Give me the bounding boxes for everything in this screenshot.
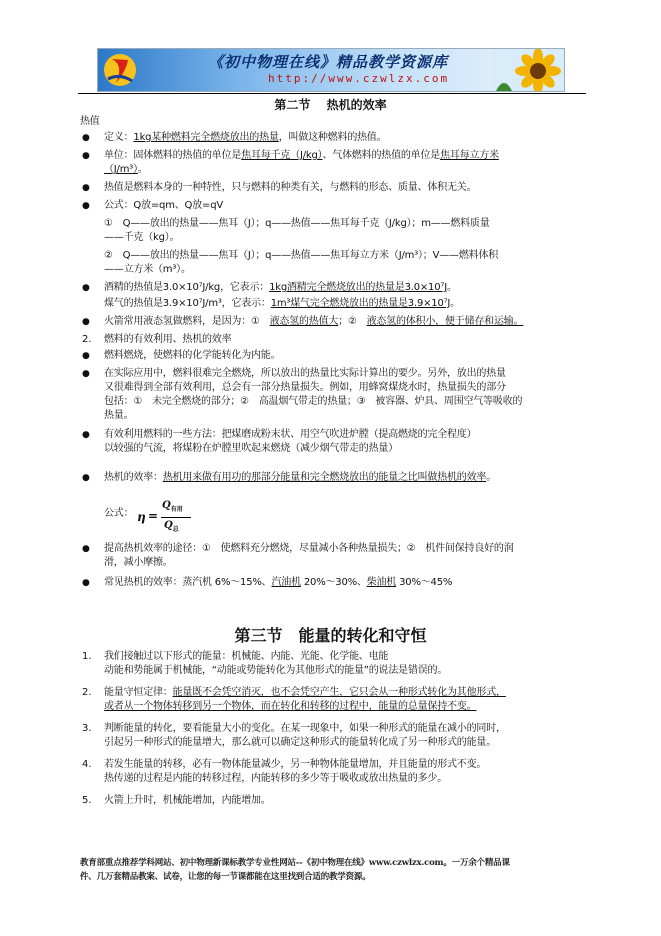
- text-run: 燃料燃烧，使燃料的化学能转化为内能。: [104, 350, 281, 361]
- text-line: [104, 664, 447, 678]
- text-run: 20%～30%、: [300, 577, 367, 588]
- formula-fraction-bar: [161, 517, 191, 518]
- text-run: 公式：: [104, 508, 134, 519]
- text-run: 酒精的热值是3.0×10⁷J/kg，它表示：: [104, 282, 270, 293]
- text-line: [104, 249, 498, 263]
- bullet-icon: ●: [82, 133, 90, 143]
- footer-line-1: 教育部重点推荐学科网站、初中物理新课标教学专业性网站--《初中物理在线》www.czwlzx.com。一万余个精品课: [80, 858, 510, 868]
- bullet-icon: ●: [82, 351, 90, 361]
- text-run: ——立方米（m³）。: [104, 264, 191, 275]
- text-run: 判断能量的转化，要看能量大小的变化。在某一现象中，如果一种形式的能量在减小的同时，: [104, 723, 506, 734]
- text-line: [104, 131, 387, 145]
- underlined-text: 焦耳每千克（J/kg）: [241, 150, 323, 161]
- underlined-text: 热机用来做有用功的那部分能量和完全燃烧放出的能量之比叫做热机的效率: [162, 472, 487, 483]
- text-line: [104, 409, 133, 423]
- text-line: [104, 217, 490, 231]
- section2-title: 第二节 热机的效率: [274, 98, 387, 112]
- text-run: 燃料的有效利用、热机的效率: [104, 334, 232, 345]
- text-run: 。: [137, 164, 148, 175]
- text-run: 能量守恒定律：: [104, 687, 173, 698]
- text-run: 以较强的气流，将煤粉在炉膛里吹起来燃烧（减少烟气带走的热量）: [104, 443, 398, 454]
- bullet-icon: ●: [82, 283, 90, 293]
- list-number: 2.: [82, 334, 92, 345]
- text-line: [104, 686, 506, 700]
- underlined-text: 1kg某种燃料完全燃烧放出的热量: [133, 132, 279, 143]
- underlined-text: 焦耳每立方米: [440, 150, 499, 161]
- section2-subhead: 热值: [80, 116, 100, 127]
- list-number: 4.: [82, 759, 92, 770]
- text-run: 动能和势能属于机械能，“动能或势能转化为其他形式的能量”的说法是错误的。: [104, 665, 448, 676]
- section3-title: 第三节 能量的转化和守恒: [234, 626, 427, 645]
- text-line: [104, 231, 179, 245]
- text-run: 包括：① 未完全燃烧的部分；② 高温烟气带走的热量；③ 被容器、炉具、周围空气等吸收的: [104, 396, 523, 407]
- text-run: 单位：固体燃料的热值的单位是: [104, 150, 242, 161]
- text-line: [104, 772, 447, 786]
- banner-title: 《初中物理在线》精品教学资源库: [208, 53, 449, 71]
- text-run: 热机的效率：: [104, 472, 163, 483]
- list-number: 1.: [82, 651, 92, 662]
- text-run: 公式：Q放=qm、Q放=qV: [104, 200, 223, 211]
- text-line: [104, 794, 271, 808]
- text-run: 滑，减小摩擦。: [104, 557, 173, 568]
- text-run: 热值是燃料本身的一种特性，只与燃料的种类有关，与燃料的形态、质量、体积无关。: [104, 182, 477, 193]
- text-line: [104, 349, 280, 363]
- underlined-text: 液态氢的体积小，便于储存和运输。: [366, 316, 524, 327]
- text-line: [104, 650, 388, 664]
- bullet-icon: ●: [82, 201, 90, 211]
- text-line: [104, 758, 486, 772]
- underlined-text: 汽油机: [271, 577, 301, 588]
- efficiency-formula: [137, 500, 197, 538]
- list-number: 3.: [82, 723, 92, 734]
- text-line: [104, 700, 476, 714]
- text-line: [104, 736, 496, 750]
- bullet-icon: ●: [82, 544, 90, 554]
- text-run: 定义：: [104, 132, 134, 143]
- text-line: [104, 507, 133, 521]
- text-run: 常见热机的效率：蒸汽机 6%～15%、: [104, 577, 272, 588]
- list-number: 5.: [82, 795, 92, 806]
- footer-line-2: 件、几万套精品教案、试卷，让您的每一节课都能在这里找到合适的教学资源。: [80, 872, 371, 882]
- text-run: ② Q——放出的热量——焦耳（J）；q——热值——焦耳每立方米（J/m³）；V——燃料体积: [104, 250, 499, 261]
- bullet-icon: ●: [82, 151, 90, 161]
- text-run: 30%～45%: [396, 577, 453, 588]
- text-run: 、气体燃料的热值的单位是: [322, 150, 441, 161]
- text-run: 热量。: [104, 410, 134, 421]
- sunflower-icon: [492, 49, 564, 91]
- formula-numerator: $Q_{有用}$: [162, 500, 183, 513]
- bullet-icon: ●: [82, 430, 90, 440]
- text-run: 。: [486, 472, 497, 483]
- text-line: [104, 542, 514, 556]
- text-line: [104, 333, 231, 347]
- logo-icon: [102, 51, 138, 89]
- formula-equals: =: [148, 509, 159, 523]
- text-line: [104, 181, 476, 195]
- text-run: 提高热机效率的途径：① 使燃料充分燃烧，尽量减小各种热量损失；② 机件间保持良好的润: [104, 543, 514, 554]
- underlined-text: 柴油机: [366, 577, 397, 588]
- text-run: ① Q——放出的热量——焦耳（J）；q——热值——焦耳每千克（J/kg）；m——燃料质量: [104, 218, 490, 229]
- text-line: [104, 281, 457, 295]
- text-run: 在实际应用中，燃料很难完全燃烧，所以放出的热量比实际计算出的要少。另外，放出的热量: [104, 368, 506, 379]
- text-run: 。: [450, 298, 460, 309]
- bullet-icon: ●: [82, 578, 90, 588]
- text-line: [104, 442, 398, 456]
- text-line: [104, 722, 506, 736]
- underlined-text: 液态氢的热值大: [269, 316, 339, 327]
- formula-eta: η: [137, 510, 146, 524]
- text-line: [104, 199, 223, 213]
- text-line: [104, 149, 499, 163]
- underlined-text: 能量既不会凭空消灭，也不会凭空产生，它只会从一种形式转化为其他形式，: [172, 687, 506, 698]
- bullet-icon: ●: [82, 317, 90, 327]
- text-line: [104, 471, 496, 485]
- formula-denominator: $Q_总$: [164, 520, 179, 533]
- text-run: 若发生能量的转移，必有一物体能量减少，另一种物体能量增加，并且能量的形式不变。: [104, 759, 487, 770]
- text-run: ，叫做这种燃料的热值。: [278, 132, 387, 143]
- banner-url[interactable]: http://www.czwlzx.com: [268, 72, 450, 85]
- bullet-icon: ●: [82, 369, 90, 379]
- text-run: 热传递的过程是内能的转移过程，内能转移的多少等于吸收或放出热量的多少。: [104, 773, 447, 784]
- text-line: [104, 428, 476, 442]
- text-line: [104, 315, 523, 329]
- text-run: 引起另一种形式的能量增大，那么就可以确定这种形式的能量转化成了另一种形式的能量。: [104, 737, 496, 748]
- underlined-text: （J/m³）: [104, 164, 138, 175]
- text-run: 有效利用燃料的一些方法：把煤磨成粉末状、用空气吹进炉膛（提高燃烧的完全程度）: [104, 429, 477, 440]
- text-run: 。: [446, 282, 457, 293]
- text-run: ；②: [338, 316, 367, 327]
- text-line: [104, 163, 148, 177]
- header-rule: [78, 93, 586, 94]
- bullet-icon: ●: [82, 473, 90, 483]
- bullet-icon: ●: [82, 183, 90, 193]
- text-run: 火箭常用液态氢做燃料，是因为：①: [104, 316, 270, 327]
- text-line: [104, 367, 506, 381]
- text-run: 火箭上升时，机械能增加，内能增加。: [104, 795, 271, 806]
- text-line: [104, 556, 173, 570]
- text-line: [104, 576, 452, 590]
- text-run: 煤气的热值是3.9×10⁷J/m³，它表示：: [104, 298, 271, 309]
- text-run: 我们接触过以下形式的能量：机械能、内能、光能、化学能、电能: [104, 651, 389, 662]
- list-number: 2.: [82, 687, 92, 698]
- text-line: [104, 381, 506, 395]
- text-run: 又很难得到全部有效利用，总会有一部分热量损失。例如，用蜂窝煤烧水时，热量损失的部分: [104, 382, 506, 393]
- underlined-text: 1m³煤气完全燃烧放出的热量是3.9×10⁷J: [270, 298, 451, 309]
- text-line: [104, 395, 522, 409]
- header-banner: [97, 48, 565, 92]
- text-line: [104, 297, 460, 311]
- text-line: [104, 263, 191, 277]
- underlined-text: 或者从一个物体转移到另一个物体，而在转化和转移的过程中，能量的总量保持不变。: [104, 701, 477, 712]
- underlined-text: 1kg酒精完全燃烧放出的热量是3.0×10⁷J: [269, 282, 447, 293]
- text-run: ——千克（kg）。: [104, 232, 180, 243]
